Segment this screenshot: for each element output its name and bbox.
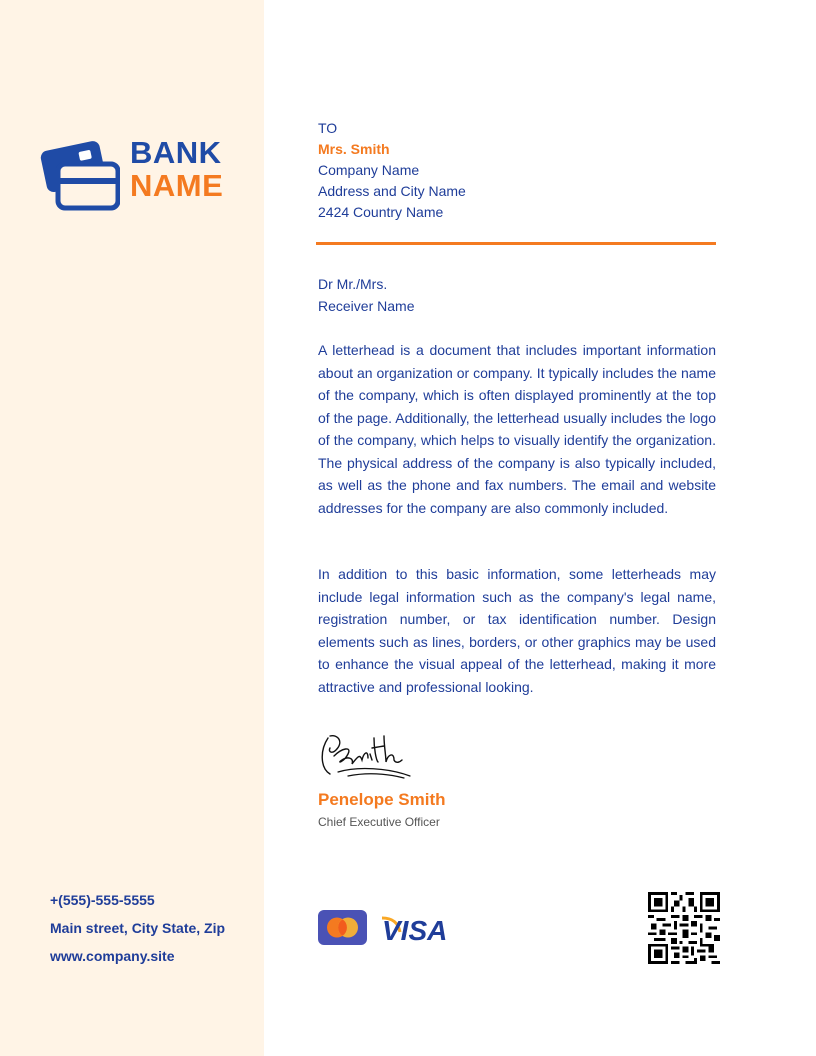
contact-info xyxy=(50,889,225,973)
recipient-address: Address and City Name xyxy=(318,183,466,199)
recipient-name: Mrs. Smith xyxy=(318,141,390,157)
signature-image xyxy=(318,730,413,782)
receiver-name: Receiver Name xyxy=(318,298,415,314)
visa-icon xyxy=(378,908,458,946)
header-divider xyxy=(316,242,716,245)
signatory-title: Chief Executive Officer xyxy=(318,815,440,829)
contact-website[interactable]: www.company.site xyxy=(50,948,175,964)
contact-address: Main street, City State, Zip xyxy=(50,920,226,936)
body-paragraph-2: In addition to this basic information, some letterheads may include legal information such as the company's legal name, registration number, or tax identification number. Design elements such as lines, borders, or other graphics may be used to enhance the visual appeal of the letterhead, making it more attractive and professional looking. xyxy=(318,566,716,695)
to-label: TO xyxy=(318,120,338,136)
recipient-company: Company Name xyxy=(318,162,420,178)
recipient-country: 2424 Country Name xyxy=(318,204,444,220)
left-sidebar xyxy=(0,0,264,1056)
contact-phone[interactable]: +(555)-555-5555 xyxy=(50,892,155,908)
salutation: Dr Mr./Mrs. xyxy=(318,276,388,292)
credit-cards-icon xyxy=(40,130,120,212)
visa-label: VISA xyxy=(382,915,448,946)
signatory-name: Penelope Smith xyxy=(318,790,446,809)
mastercard-icon xyxy=(318,910,367,945)
bank-name-line1: BANK xyxy=(130,135,222,170)
bank-logo xyxy=(40,130,240,214)
bank-name-line2: NAME xyxy=(130,168,224,203)
greeting-block xyxy=(318,273,414,317)
bank-name xyxy=(130,136,223,202)
qr-code-icon xyxy=(648,892,720,964)
recipient-block xyxy=(318,118,466,223)
body-paragraph-1: A letterhead is a document that includes important information about an organization or company. It typically includes the name of the company, which is often displayed prominently at the top of the page. Additionally, the letterhead usually includes the logo of the company, which helps to visually identify the organization. The physical address of the company is also typically included, as well as the phone and fax numbers. The email and website addresses for the company are also commonly included. xyxy=(318,342,716,516)
